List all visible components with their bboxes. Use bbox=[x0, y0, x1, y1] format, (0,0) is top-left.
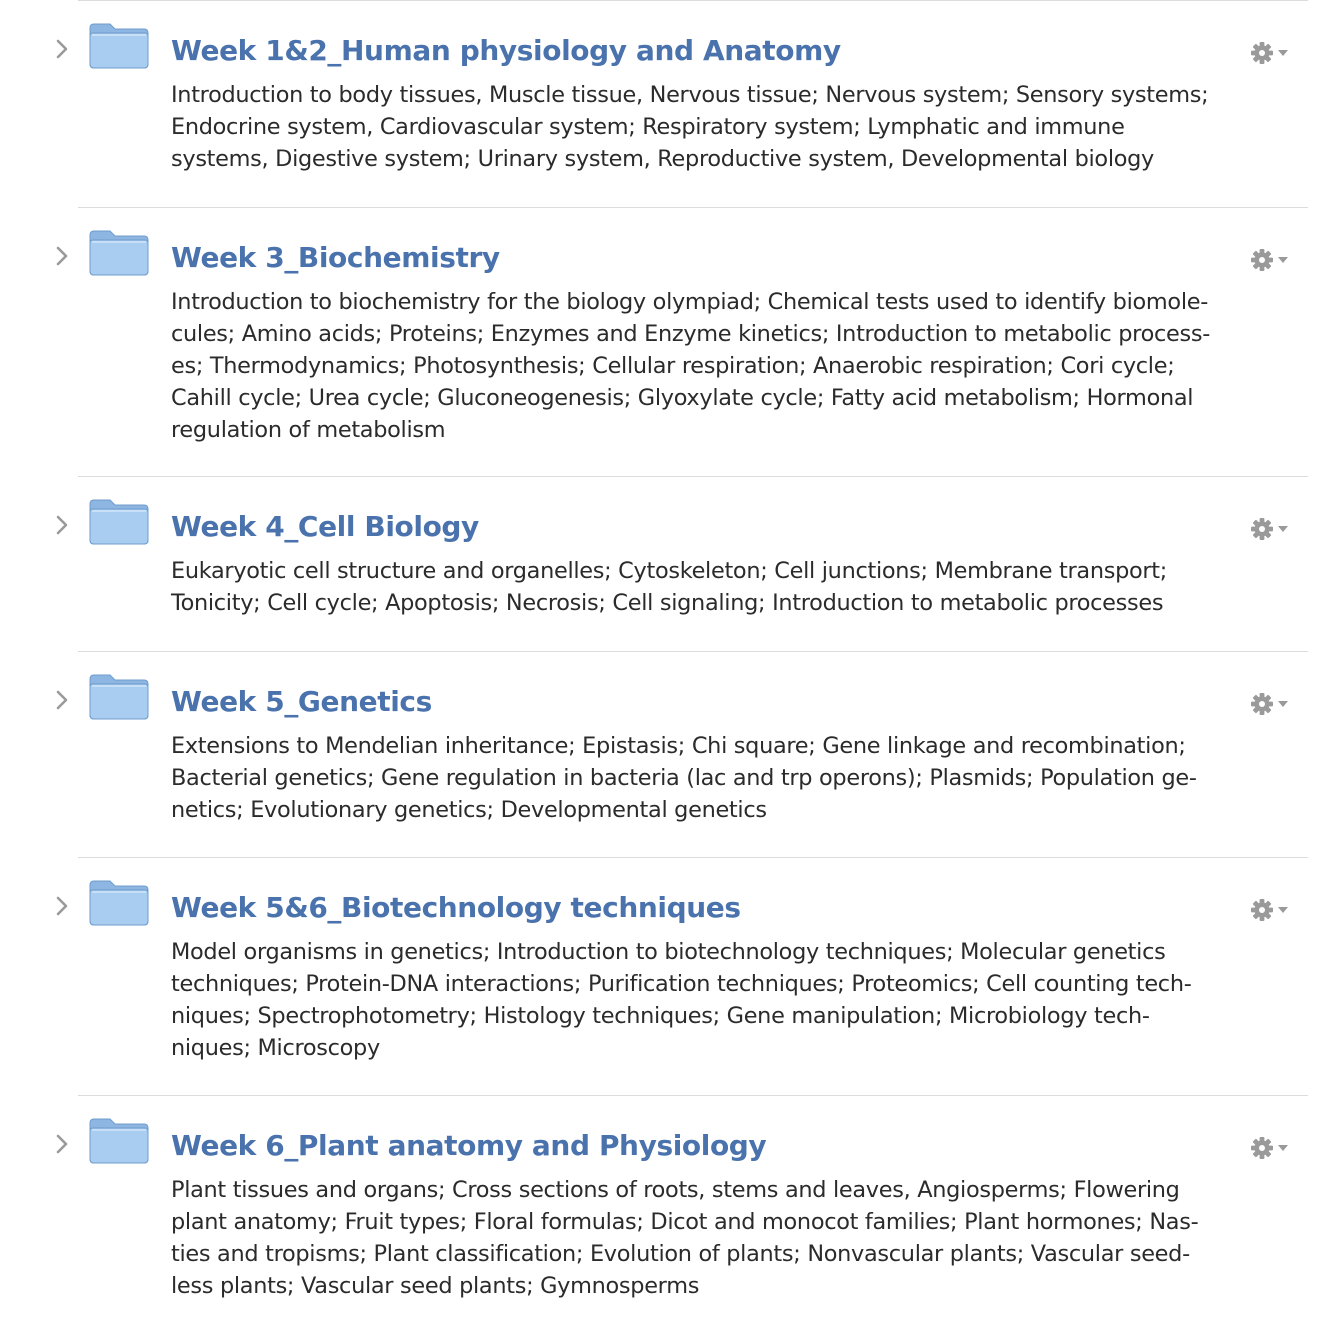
section-title-link[interactable]: Week 3_Biochemistry bbox=[171, 241, 500, 274]
description-line: systems, Digestive system; Urinary system, Reproductive system, Developmental biology bbox=[171, 146, 1154, 172]
section-divider bbox=[78, 207, 1308, 208]
chevron-right-icon[interactable] bbox=[50, 894, 74, 918]
chevron-right-icon[interactable] bbox=[50, 688, 74, 712]
gear-dropdown-icon[interactable] bbox=[1248, 1134, 1296, 1162]
folder-icon[interactable] bbox=[88, 1115, 150, 1165]
section-divider bbox=[78, 651, 1308, 652]
section-divider bbox=[78, 857, 1308, 858]
description-line: cules; Amino acids; Proteins; Enzymes and Enzyme kinetics; Introduction to metabolic process- bbox=[171, 321, 1210, 347]
gear-dropdown-icon[interactable] bbox=[1248, 896, 1296, 924]
description-line: Tonicity; Cell cycle; Apoptosis; Necrosis; Cell signaling; Introduction to metabolic processes bbox=[171, 590, 1164, 616]
description-line: niques; Spectrophotometry; Histology techniques; Gene manipulation; Microbiology tech- bbox=[171, 1003, 1150, 1029]
chevron-right-icon[interactable] bbox=[50, 244, 74, 268]
folder-icon[interactable] bbox=[88, 877, 150, 927]
folder-icon[interactable] bbox=[88, 671, 150, 721]
section-description bbox=[171, 730, 1241, 826]
description-line: niques; Microscopy bbox=[171, 1035, 380, 1061]
description-line: netics; Evolutionary genetics; Developmental genetics bbox=[171, 797, 767, 823]
description-line: ties and tropisms; Plant classification; Evolution of plants; Nonvascular plants; Vascular seed- bbox=[171, 1241, 1190, 1267]
description-line: es; Thermodynamics; Photosynthesis; Cellular respiration; Anaerobic respiration; Cori cycle; bbox=[171, 353, 1175, 379]
folder-icon[interactable] bbox=[88, 20, 150, 70]
description-line: Cahill cycle; Urea cycle; Gluconeogenesis; Glyoxylate cycle; Fatty acid metabolism; Hormonal bbox=[171, 385, 1194, 411]
description-line: less plants; Vascular seed plants; Gymnosperms bbox=[171, 1273, 700, 1299]
description-line: techniques; Protein-DNA interactions; Purification techniques; Proteomics; Cell counting tech- bbox=[171, 971, 1192, 997]
folder-icon[interactable] bbox=[88, 227, 150, 277]
description-line: Plant tissues and organs; Cross sections of roots, stems and leaves, Angiosperms; Flowering bbox=[171, 1177, 1180, 1203]
description-line: Eukaryotic cell structure and organelles; Cytoskeleton; Cell junctions; Membrane transport; bbox=[171, 558, 1168, 584]
description-line: plant anatomy; Fruit types; Floral formulas; Dicot and monocot families; Plant hormones; Nas- bbox=[171, 1209, 1199, 1235]
section-title-link[interactable]: Week 5&6_Biotechnology techniques bbox=[171, 891, 741, 924]
section-description bbox=[171, 79, 1241, 175]
description-line: Bacterial genetics; Gene regulation in bacteria (lac and trp operons); Plasmids; Population ge- bbox=[171, 765, 1197, 791]
description-line: Extensions to Mendelian inheritance; Epistasis; Chi square; Gene linkage and recombination; bbox=[171, 733, 1186, 759]
gear-dropdown-icon[interactable] bbox=[1248, 246, 1296, 274]
section-divider bbox=[78, 476, 1308, 477]
description-line: regulation of metabolism bbox=[171, 417, 446, 443]
list-top-divider bbox=[78, 0, 1308, 1]
gear-dropdown-icon[interactable] bbox=[1248, 39, 1296, 67]
description-line: Introduction to body tissues, Muscle tissue, Nervous tissue; Nervous system; Sensory systems; bbox=[171, 82, 1209, 108]
section-description bbox=[171, 936, 1241, 1064]
gear-dropdown-icon[interactable] bbox=[1248, 690, 1296, 718]
chevron-right-icon[interactable] bbox=[50, 1132, 74, 1156]
chevron-right-icon[interactable] bbox=[50, 513, 74, 537]
section-description bbox=[171, 1174, 1241, 1302]
section-title-link[interactable]: Week 5_Genetics bbox=[171, 685, 432, 718]
section-description bbox=[171, 286, 1241, 446]
description-line: Introduction to biochemistry for the biology olympiad; Chemical tests used to identify biomole- bbox=[171, 289, 1208, 315]
section-title-link[interactable]: Week 4_Cell Biology bbox=[171, 510, 479, 543]
section-description bbox=[171, 555, 1241, 619]
section-divider bbox=[78, 1095, 1308, 1096]
chevron-right-icon[interactable] bbox=[50, 37, 74, 61]
section-title-link[interactable]: Week 1&2_Human physiology and Anatomy bbox=[171, 34, 841, 67]
folder-icon[interactable] bbox=[88, 496, 150, 546]
description-line: Model organisms in genetics; Introduction to biotechnology techniques; Molecular genetics bbox=[171, 939, 1166, 965]
section-title-link[interactable]: Week 6_Plant anatomy and Physiology bbox=[171, 1129, 767, 1162]
gear-dropdown-icon[interactable] bbox=[1248, 515, 1296, 543]
description-line: Endocrine system, Cardiovascular system; Respiratory system; Lymphatic and immune bbox=[171, 114, 1125, 140]
